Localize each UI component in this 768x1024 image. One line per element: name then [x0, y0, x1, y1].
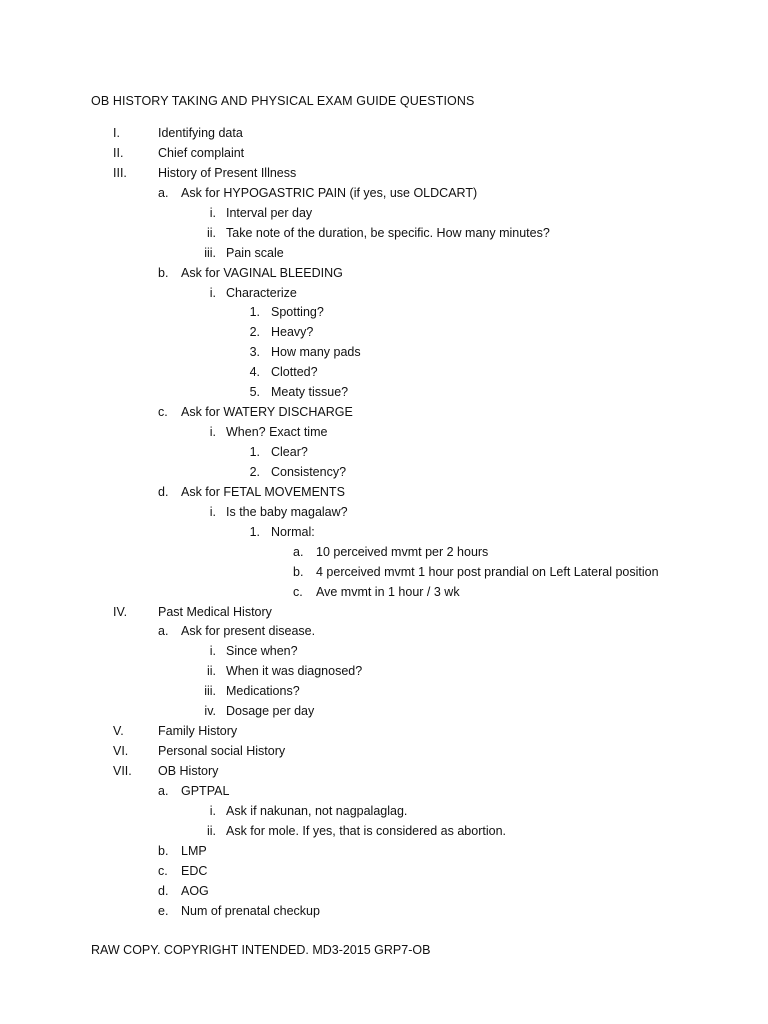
- outline-item-marker: 2.: [249, 464, 260, 479]
- outline-item-text: Pain scale: [226, 245, 284, 260]
- outline-item-text: Since when?: [226, 644, 298, 659]
- outline-item: [0, 642, 768, 662]
- outline-item-marker: 4.: [249, 365, 260, 380]
- outline-item: [0, 204, 768, 224]
- outline-item-marker: i.: [209, 803, 216, 818]
- outline-item-text: Ask if nakunan, not nagpalaglag.: [226, 803, 408, 818]
- outline-item-text: 4 perceived mvmt 1 hour post prandial on Left Lateral position: [316, 564, 659, 579]
- outline-item: [0, 343, 768, 363]
- outline-item-marker: IV.: [113, 604, 128, 619]
- outline-item: [0, 802, 768, 822]
- outline-item-marker: b.: [158, 265, 169, 280]
- outline-item-marker: iv.: [204, 704, 216, 719]
- outline-item-marker: e.: [158, 903, 169, 918]
- outline-item-marker: 1.: [249, 445, 260, 459]
- outline-item-marker: a.: [158, 783, 169, 798]
- outline-item: [0, 164, 768, 184]
- outline-item: [0, 902, 768, 922]
- outline-item-marker: d.: [158, 883, 169, 898]
- outline-item: [0, 722, 768, 742]
- outline-item-marker: 5.: [249, 385, 260, 400]
- outline-item-text: EDC: [181, 863, 208, 878]
- outline-item: [0, 662, 768, 682]
- outline-item-marker: ii.: [206, 664, 216, 679]
- outline-item: [0, 762, 768, 782]
- outline-item-text: Meaty tissue?: [271, 385, 349, 400]
- outline-item: [0, 523, 768, 543]
- outline-item: [0, 842, 768, 862]
- outline-item-marker: i.: [209, 285, 216, 300]
- document-title: OB HISTORY TAKING AND PHYSICAL EXAM GUIDE QUESTIONS: [91, 94, 475, 108]
- outline-item-text: Characterize: [226, 285, 297, 300]
- outline-item-marker: c.: [158, 863, 168, 878]
- outline-item-text: GPTPAL: [181, 783, 230, 798]
- outline-item-text: Ask for FETAL MOVEMENTS: [181, 484, 345, 499]
- outline-item-marker: ii.: [206, 225, 216, 240]
- outline-item-text: OB History: [158, 764, 219, 778]
- outline-item-text: Ask for VAGINAL BLEEDING: [181, 265, 343, 280]
- outline-item-marker: b.: [158, 843, 169, 858]
- outline-item: [0, 403, 768, 423]
- outline-item: [0, 742, 768, 762]
- outline-item: [0, 702, 768, 722]
- outline-item-marker: V.: [113, 724, 124, 739]
- outline-item-marker: c.: [293, 584, 303, 599]
- outline-item-text: Clotted?: [271, 365, 318, 380]
- outline-item-marker: i.: [209, 504, 216, 519]
- outline-item-marker: VI.: [113, 744, 129, 759]
- outline-item: [0, 144, 768, 164]
- outline-item-text: Identifying data: [158, 126, 243, 140]
- outline-item-text: 10 perceived mvmt per 2 hours: [316, 544, 489, 559]
- outline-item-marker: c.: [158, 405, 168, 420]
- outline-item: [0, 882, 768, 902]
- outline-item-text: Num of prenatal checkup: [181, 903, 320, 918]
- outline-item-marker: a.: [158, 624, 169, 639]
- outline-item: [0, 363, 768, 383]
- outline-item-text: Family History: [158, 724, 238, 739]
- outline-item-text: Consistency?: [271, 464, 347, 479]
- outline-item-text: Ask for WATERY DISCHARGE: [181, 405, 353, 420]
- outline-item-marker: b.: [293, 564, 304, 579]
- outline-item: [0, 682, 768, 702]
- outline-item-marker: 3.: [249, 345, 260, 360]
- outline-item-text: Personal social History: [158, 744, 286, 759]
- outline-item: [0, 543, 768, 563]
- outline-item-text: History of Present Illness: [158, 165, 297, 180]
- outline-item-marker: II.: [113, 145, 124, 160]
- outline-item-text: Take note of the duration, be specific. How many minutes?: [226, 225, 550, 240]
- outline-item: [0, 224, 768, 244]
- outline-item: [0, 503, 768, 523]
- outline-item-marker: iii.: [204, 245, 216, 260]
- outline-item: [0, 264, 768, 284]
- outline-item-marker: iii.: [204, 684, 216, 699]
- outline-item-text: Heavy?: [271, 325, 314, 340]
- outline-item-marker: 2.: [249, 325, 260, 340]
- outline-item-marker: 1.: [249, 524, 260, 539]
- outline-item: [0, 323, 768, 343]
- outline-item: [0, 622, 768, 642]
- outline-item-text: How many pads: [271, 345, 361, 360]
- outline-item-marker: I.: [113, 126, 120, 140]
- outline-item: [0, 862, 768, 882]
- outline-item-text: LMP: [181, 843, 207, 858]
- outline-item: [0, 782, 768, 802]
- outline-item: [0, 284, 768, 304]
- outline-item: [0, 603, 768, 623]
- outline-item-text: Ave mvmt in 1 hour / 3 wk: [316, 584, 460, 599]
- outline-list: [0, 124, 768, 922]
- outline-item: [0, 184, 768, 204]
- outline-item-marker: i.: [209, 644, 216, 659]
- document-footer: RAW COPY. COPYRIGHT INTENDED. MD3-2015 GRP7-OB: [91, 943, 431, 957]
- outline-item: [0, 443, 768, 463]
- outline-item-marker: VII.: [113, 764, 132, 778]
- outline-item-marker: d.: [158, 484, 169, 499]
- outline-item: [0, 244, 768, 264]
- outline-item: [0, 423, 768, 443]
- outline-item-marker: a.: [293, 544, 304, 559]
- outline-item: [0, 383, 768, 403]
- outline-item-marker: i.: [209, 425, 216, 440]
- outline-item-text: Ask for mole. If yes, that is considered as abortion.: [226, 823, 506, 838]
- outline-item-text: AOG: [181, 883, 209, 898]
- outline-item-text: Clear?: [271, 445, 308, 459]
- outline-item-text: Dosage per day: [226, 704, 315, 719]
- outline-item: [0, 483, 768, 503]
- outline-item-text: Interval per day: [226, 205, 313, 220]
- outline-item-text: Ask for present disease.: [181, 624, 316, 639]
- outline-item-text: When? Exact time: [226, 425, 328, 440]
- outline-item: [0, 463, 768, 483]
- outline-item-marker: ii.: [206, 823, 216, 838]
- outline-item: [0, 124, 768, 144]
- outline-item-marker: 1.: [249, 305, 260, 320]
- outline-item: [0, 583, 768, 603]
- outline-item-text: Is the baby magalaw?: [226, 504, 348, 519]
- outline-item: [0, 822, 768, 842]
- outline-item-marker: III.: [113, 165, 127, 180]
- outline-item: [0, 303, 768, 323]
- outline-item-text: When it was diagnosed?: [226, 664, 363, 679]
- outline-item-marker: i.: [209, 205, 216, 220]
- outline-item-text: Ask for HYPOGASTRIC PAIN (if yes, use OLDCART): [181, 185, 478, 200]
- outline-item: [0, 563, 768, 583]
- outline-item-text: Normal:: [271, 524, 315, 539]
- outline-item-text: Chief complaint: [158, 145, 245, 160]
- outline-item-text: Spotting?: [271, 305, 324, 320]
- outline-item-marker: a.: [158, 185, 169, 200]
- outline-item-text: Medications?: [226, 684, 300, 699]
- outline-item-text: Past Medical History: [158, 604, 272, 619]
